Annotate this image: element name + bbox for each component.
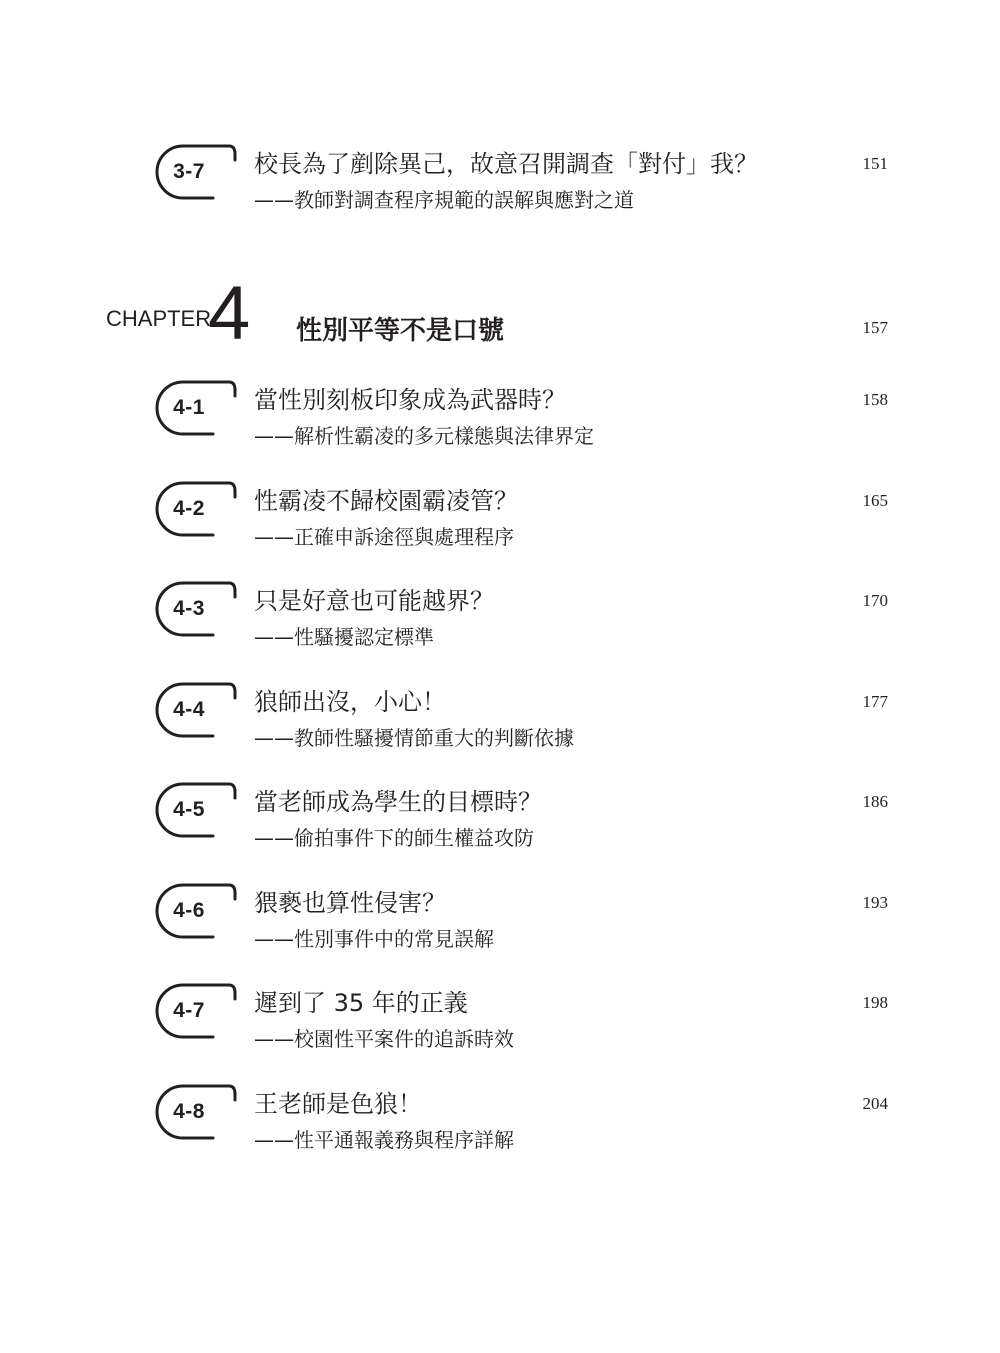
entry-subtitle: ——教師對調查程序規範的誤解與應對之道	[254, 188, 634, 212]
section-badge	[155, 380, 237, 436]
toc-entry-4-8[interactable]	[0, 1084, 1000, 1164]
entry-subtitle: ——性別事件中的常見誤解	[254, 926, 494, 951]
entry-subtitle: ——偷拍事件下的師生權益攻防	[254, 826, 534, 850]
entry-title: 猥褻也算性侵害？	[254, 888, 446, 917]
entry-title: 狼師出沒，小心！	[254, 687, 446, 716]
entry-subtitle: ——性騷擾認定標準	[254, 625, 434, 649]
section-number: 4-4	[173, 697, 205, 721]
section-number: 4-1	[173, 396, 205, 419]
section-badge	[155, 682, 237, 738]
entry-subtitle: ——解析性霸凌的多元樣態與法律界定	[254, 424, 594, 448]
section-badge	[155, 144, 237, 200]
page-number: 165	[862, 490, 888, 510]
section-badge	[155, 983, 237, 1039]
section-number: 3-7	[173, 160, 205, 183]
page-number: 186	[862, 792, 888, 811]
page-number: 157	[862, 318, 888, 337]
entry-title: 當性別刻板印象成為武器時？	[254, 386, 566, 414]
section-badge	[155, 481, 237, 537]
toc-entry-4-4[interactable]	[0, 682, 1000, 762]
chapter-heading[interactable]	[0, 271, 1000, 360]
chapter-label: CHAPTER	[106, 306, 212, 331]
toc-entry-3-7[interactable]	[0, 144, 1000, 224]
entry-title: 只是好意也可能越界？	[254, 587, 494, 615]
toc-entry-4-6[interactable]	[0, 883, 1000, 963]
toc-entry-4-7[interactable]	[0, 983, 1000, 1063]
section-number: 4-5	[173, 798, 205, 821]
section-number: 4-6	[173, 898, 205, 922]
toc-entry-4-5[interactable]	[0, 782, 1000, 862]
entry-subtitle: ——校園性平案件的追訴時效	[254, 1027, 514, 1051]
entry-subtitle: ——性平通報義務與程序詳解	[254, 1127, 514, 1152]
chapter-title: 性別平等不是口號	[296, 316, 505, 346]
entry-subtitle: ——教師性騷擾情節重大的判斷依據	[254, 725, 574, 750]
page-number: 170	[862, 591, 888, 610]
page-number: 204	[862, 1093, 888, 1113]
section-badge	[155, 883, 237, 939]
section-badge	[155, 782, 237, 838]
entry-title: 性霸凌不歸校園霸凌管？	[254, 486, 518, 515]
entry-title: 當老師成為學生的目標時？	[254, 788, 542, 816]
entry-subtitle: ——正確申訴途徑與處理程序	[254, 524, 514, 549]
toc-entry-4-1[interactable]	[0, 380, 1000, 460]
entry-title: 校長為了剷除異己，故意召開調查「對付」我？	[254, 150, 758, 178]
toc-entry-4-3[interactable]	[0, 581, 1000, 661]
page-number: 198	[862, 993, 888, 1012]
entry-title: 遲到了 35 年的正義	[254, 989, 468, 1017]
section-badge	[155, 1084, 237, 1140]
page-number: 177	[862, 691, 888, 711]
toc-entry-4-2[interactable]	[0, 481, 1000, 561]
page-number: 193	[862, 892, 888, 912]
section-number: 4-7	[173, 999, 205, 1022]
page-number: 158	[862, 390, 888, 409]
section-badge	[155, 581, 237, 637]
entry-title: 王老師是色狼！	[254, 1089, 422, 1118]
chapter-number: 4	[208, 271, 251, 356]
section-number: 4-8	[173, 1099, 205, 1123]
section-number: 4-2	[173, 496, 205, 520]
section-number: 4-3	[173, 597, 205, 620]
page-number: 151	[862, 154, 888, 173]
